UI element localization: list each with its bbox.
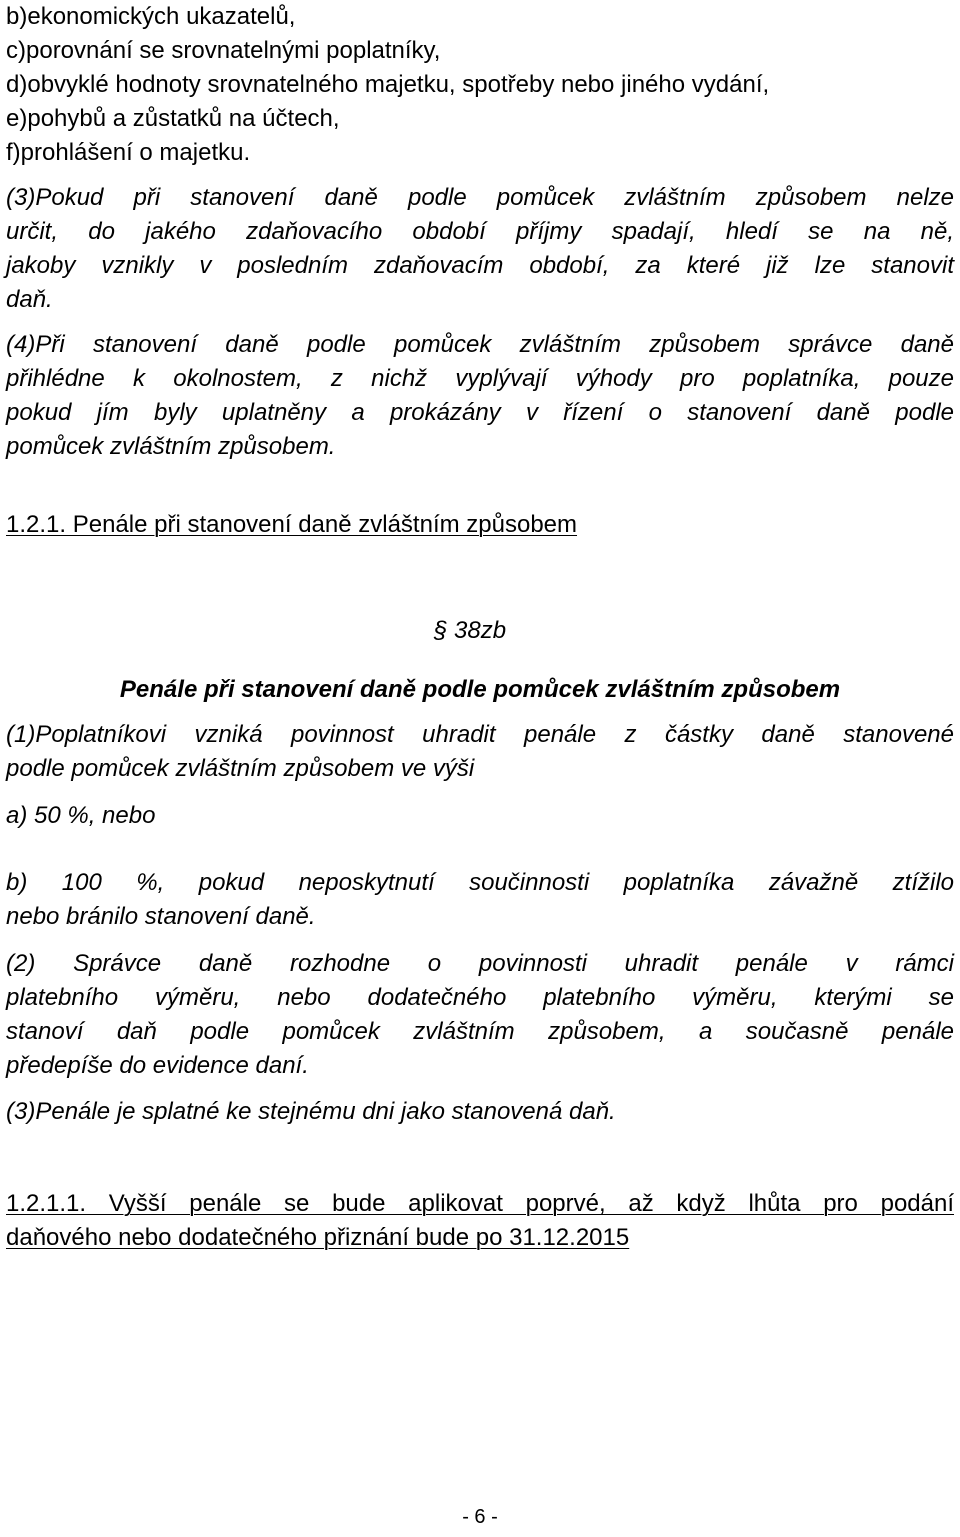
paragraph-3-line-2: určit, do jakého zdaňovacího období příjmy spadají, hledí se na ně, <box>6 218 954 245</box>
list-item-d: d)obvyklé hodnoty srovnatelného majetku, spotřeby nebo jiného vydání, <box>6 71 770 98</box>
paragraph-4-line-3: pokud jím byly uplatněny a prokázány v řízení o stanovení daně podle <box>6 399 954 426</box>
paragraph-2-line-2: platebního výměru, nebo dodatečného platebního výměru, kterými se <box>6 984 954 1011</box>
list-item-c: c)porovnání se srovnatelnými poplatníky, <box>6 37 441 64</box>
paragraph-3-due: (3)Penále je splatné ke stejnému dni jako stanovená daň. <box>6 1098 616 1125</box>
list-item-f: f)prohlášení o majetku. <box>6 139 251 166</box>
section-heading-1-2-1-1-line-2: daňového nebo dodatečného přiznání bude po 31.12.2015 <box>6 1224 630 1251</box>
paragraph-2-line-4: předepíše do evidence daní. <box>6 1052 309 1079</box>
paragraph-1-line-1: (1)Poplatníkovi vzniká povinnost uhradit penále z částky daně stanovené <box>6 721 954 748</box>
item-b-line-2: nebo bránilo stanovení daně. <box>6 903 316 930</box>
list-item-e: e)pohybů a zůstatků na účtech, <box>6 105 340 132</box>
paragraph-3-line-4: daň. <box>6 286 53 313</box>
section-heading-1-2-1-1-line-1: 1.2.1.1. Vyšší penále se bude aplikovat poprvé, až když lhůta pro podání <box>6 1190 954 1217</box>
paragraph-2-line-3: stanoví daň podle pomůcek zvláštním způsobem, a současně penále <box>6 1018 954 1045</box>
list-item-b: b)ekonomických ukazatelů, <box>6 3 296 30</box>
item-b-line-1: b) 100 %, pokud neposkytnutí součinnosti poplatníka závažně ztížilo <box>6 869 954 896</box>
section-title-38zb: Penále při stanovení daně podle pomůcek zvláštním způsobem <box>119 676 841 703</box>
paragraph-3-line-3: jakoby vznikly v posledním zdaňovacím období, za které již lze stanovit <box>6 252 954 279</box>
paragraph-1-line-2: podle pomůcek zvláštním způsobem ve výši <box>6 755 475 782</box>
paragraph-3-line-1: (3)Pokud při stanovení daně podle pomůcek zvláštním způsobem nelze <box>6 184 954 211</box>
paragraph-4-line-2: přihlédne k okolnostem, z nichž vyplývají výhody pro poplatníka, pouze <box>6 365 954 392</box>
section-heading-1-2-1: 1.2.1. Penále při stanovení daně zvláštním způsobem <box>6 511 578 538</box>
paragraph-4-line-1: (4)Při stanovení daně podle pomůcek zvláštním způsobem správce daně <box>6 331 954 358</box>
paragraph-symbol-heading: § 38zb <box>434 617 507 644</box>
paragraph-4-line-4: pomůcek zvláštním způsobem. <box>6 433 336 460</box>
paragraph-2-line-1: (2) Správce daně rozhodne o povinnosti uhradit penále v rámci <box>6 950 954 977</box>
item-a: a) 50 %, nebo <box>6 802 156 829</box>
page-number: - 6 - <box>462 1506 498 1528</box>
